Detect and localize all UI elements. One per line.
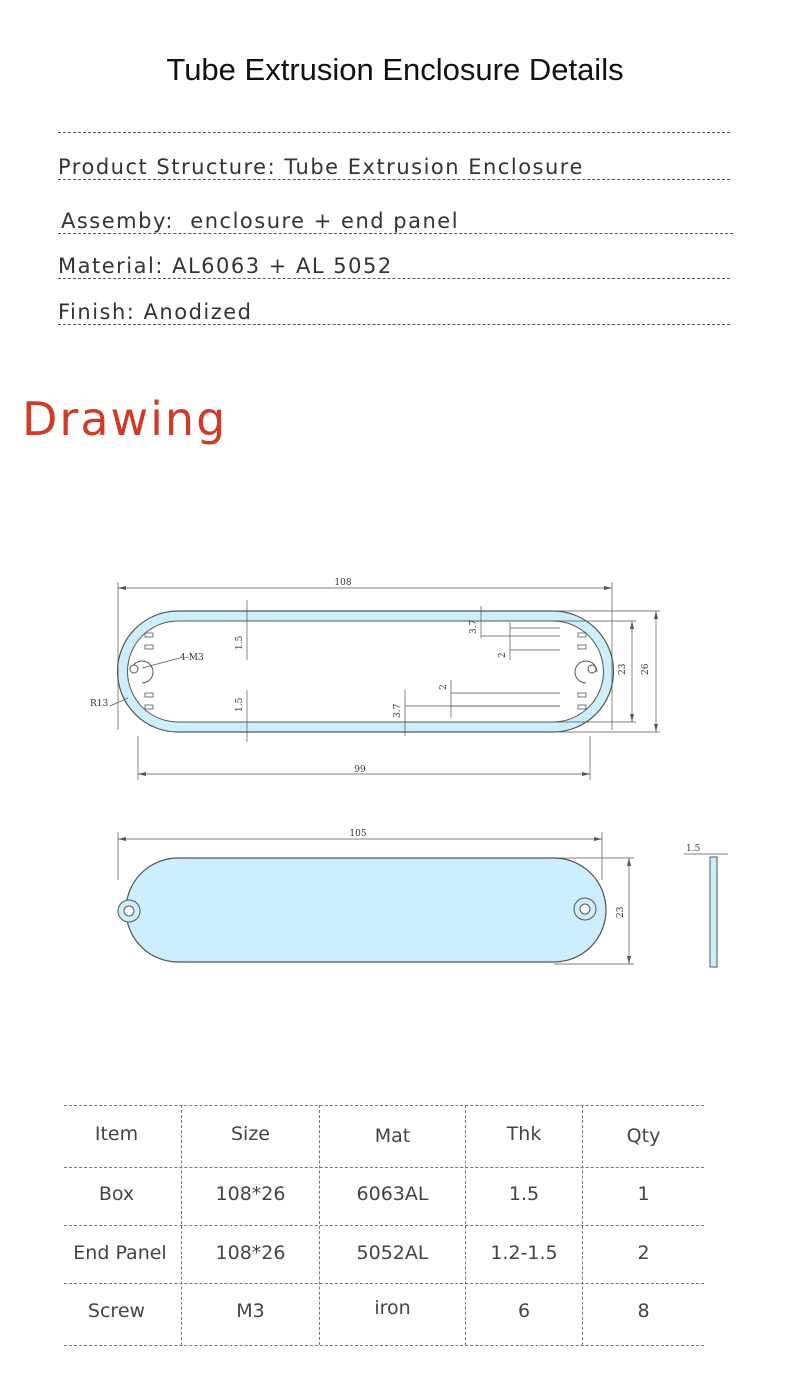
header-size: Size [230,1123,270,1145]
spec-value: Anodized [143,300,253,324]
enclosure-profile [118,611,614,732]
dim-slot-gap-bottom: 2 [439,684,449,690]
dim-inner-width: 99 [354,765,366,775]
table-cell: 108*26 [215,1183,286,1205]
spec-material: Material: AL6063 + AL 5052 [58,254,730,279]
spec-value: AL6063 + AL 5052 [172,254,393,278]
table-cell: 6063AL [356,1183,429,1205]
drawing-heading: Drawing [22,392,228,446]
table-cell: 5052AL [356,1242,429,1264]
parts-table [64,1105,704,1345]
dim-slot-depth-bottom: 3.7 [393,703,403,718]
dim-panel-height: 23 [616,906,626,918]
dim-wall-top: 1.5 [235,635,245,650]
dim-inner-height: 23 [618,663,628,675]
spec-finish: Finish: Anodized [58,300,730,325]
table-cell: 108*26 [215,1242,286,1264]
spec-value: Tube Extrusion Enclosure [284,155,584,179]
dim-width: 108 [334,578,352,588]
dim-radius: R13 [90,699,109,709]
table-cell: 8 [637,1300,650,1322]
header-item: Item [94,1123,139,1145]
dim-panel-width: 105 [349,829,367,839]
dim-slot-depth-top: 3.7 [469,619,479,634]
table-cell: 2 [637,1242,650,1264]
spec-list [58,132,730,324]
table-cell: M3 [236,1300,265,1322]
technical-drawing [0,560,790,990]
table-cell: 1.5 [508,1183,540,1205]
header-mat: Mat [374,1125,411,1147]
dim-height: 26 [641,663,651,675]
spec-label: Finish [58,300,127,324]
table-cell: 6 [517,1300,531,1322]
end-panel [118,858,606,962]
dim-panel-thickness: 1.5 [686,844,701,854]
spec-label: Product Structure [58,155,268,179]
table-cell: iron [374,1297,411,1319]
table-cell: 1 [637,1183,650,1205]
table-cell: Box [98,1183,135,1205]
spec-assembly: Assemby: enclosure + end panel [58,209,733,234]
dim-slot-gap-top: 2 [498,652,508,658]
page-title: Tube Extrusion Enclosure Details [166,52,624,87]
table-cell: Screw [87,1300,146,1322]
end-panel-side-view [710,857,717,967]
header-thk: Thk [506,1123,542,1145]
spec-label: Assemby [61,209,166,233]
table-cell: End Panel [73,1242,167,1264]
dim-wall-bottom: 1.5 [235,697,245,712]
spec-value: enclosure + end panel [190,209,460,233]
spec-label: Material [58,254,156,278]
spec-product-structure: Product Structure: Tube Extrusion Enclosure [58,155,730,180]
dim-thread: 4-M3 [180,653,204,663]
header-qty: Qty [626,1125,661,1147]
table-cell: 1.2-1.5 [490,1242,558,1264]
